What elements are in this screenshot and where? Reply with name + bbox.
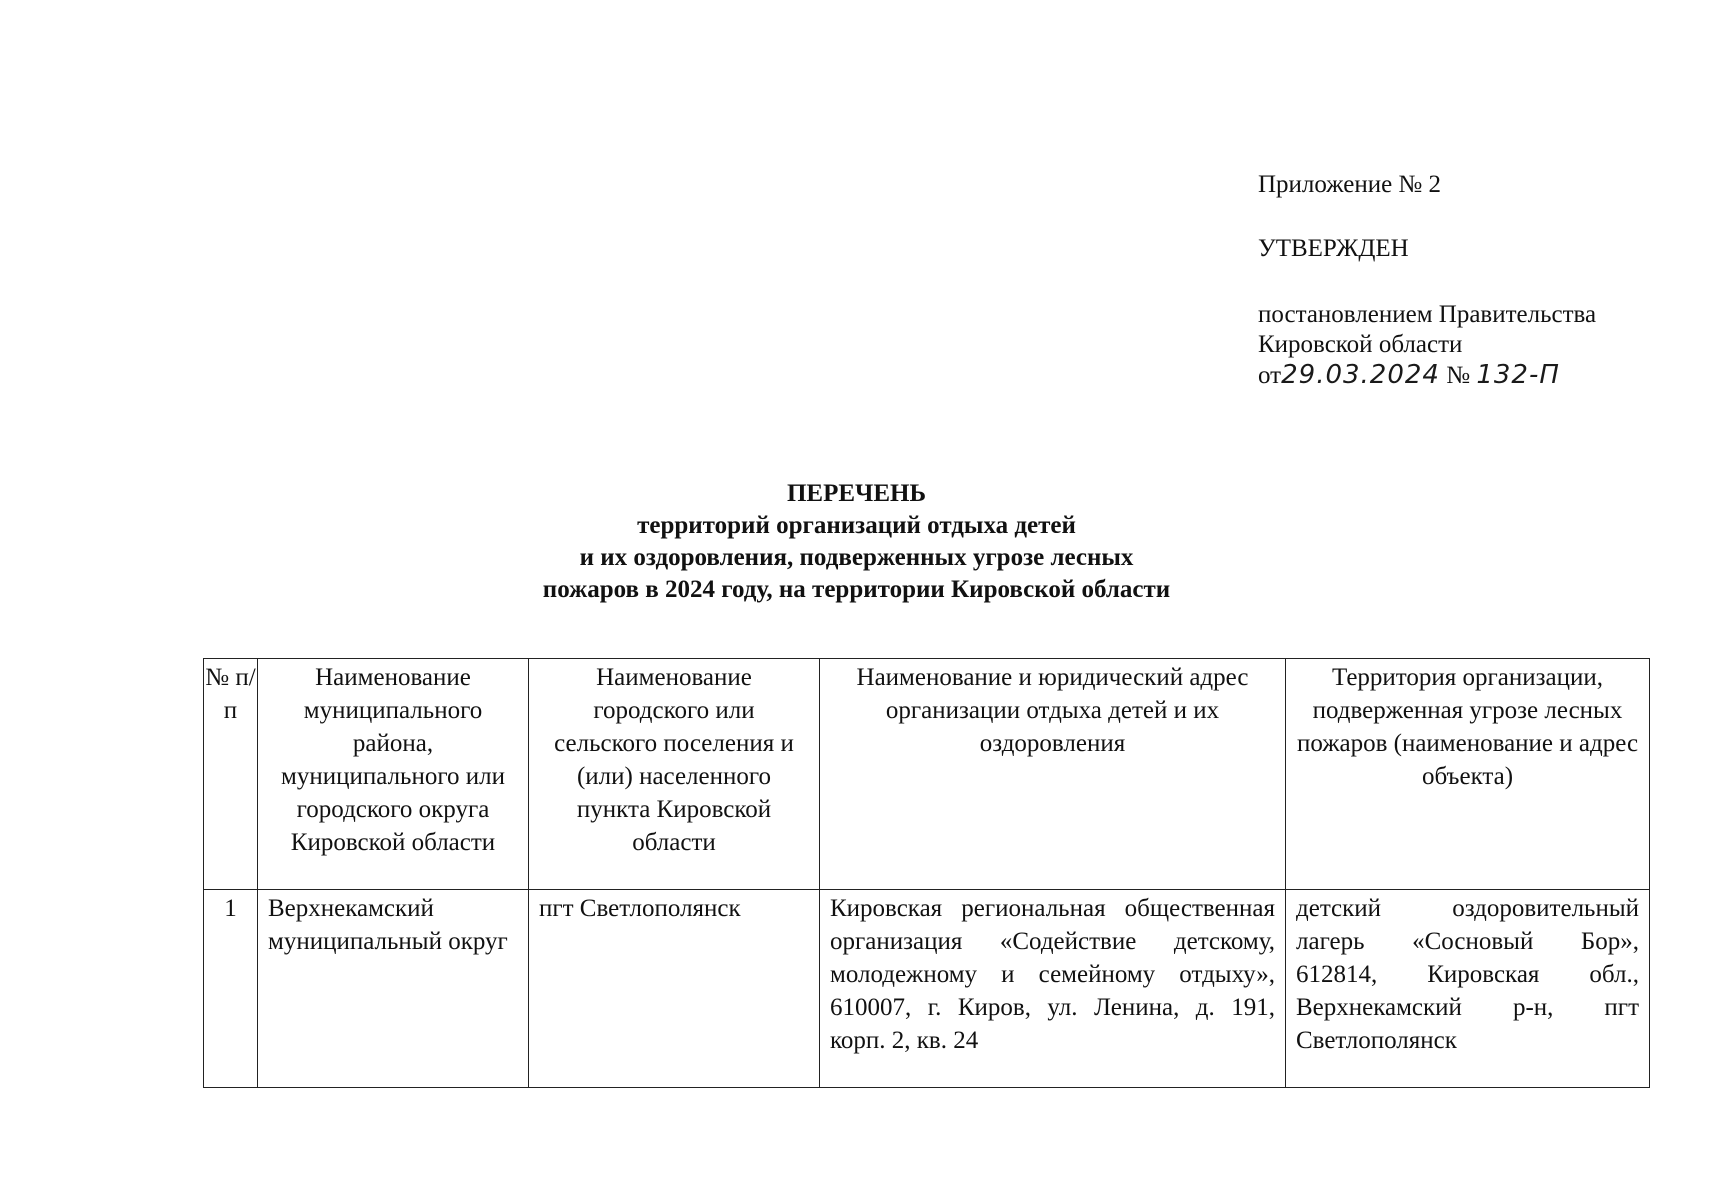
cell-territory: детский оздоровительный лагерь «Сосновый Бор», 612814, Кировская обл., Верхнекамский р-н, пгт Светлополянск: [1286, 890, 1650, 1088]
header-district: Наименование муниципального района, муниципального или городского округа Кировской области: [258, 659, 529, 890]
cell-number: 1: [204, 890, 258, 1088]
handwritten-date: 29.03.2024: [1281, 360, 1440, 390]
number-sign: №: [1439, 362, 1477, 389]
table-header-row: [204, 659, 1650, 890]
title-line-3: пожаров в 2024 году, на территории Кировской области: [542, 576, 1171, 603]
appendix-label: Приложение № 2: [1258, 171, 1442, 198]
date-prefix: от: [1258, 362, 1282, 389]
approved-label: УТВЕРЖДЕН: [1258, 235, 1409, 262]
cell-organization: Кировская региональная общественная организация «Содействие детскому, молодежному и семейному отдыху», 610007, г. Киров, ул. Ленина, д. 191, корп. 2, кв. 24: [820, 890, 1286, 1088]
table-row: [204, 890, 1650, 1088]
decree-line-1: постановлением Правительства: [1258, 301, 1597, 328]
header-number: № п/п: [204, 659, 258, 890]
approval-block: [1258, 170, 1596, 391]
decree-date-line: [1258, 360, 1596, 391]
title-line-1: территорий организаций отдыха детей: [637, 512, 1076, 539]
document-title: [0, 478, 1713, 606]
territories-table: [203, 658, 1650, 1088]
cell-settlement: пгт Светлополянск: [529, 890, 820, 1088]
handwritten-number: 132-П: [1476, 360, 1560, 390]
decree-line-2: Кировской области: [1258, 331, 1463, 358]
header-territory: Территория организации, подверженная угрозе лесных пожаров (наименование и адрес объекта): [1286, 659, 1650, 890]
cell-district: Верхнекамский муниципальный округ: [258, 890, 529, 1088]
title-line-2: и их оздоровления, подверженных угрозе лесных: [579, 544, 1134, 571]
header-organization: Наименование и юридический адрес организации отдыха детей и их оздоровления: [820, 659, 1286, 890]
header-settlement: Наименование городского или сельского поселения и (или) населенного пункта Кировской области: [529, 659, 820, 890]
title-heading: ПЕРЕЧЕНЬ: [786, 480, 927, 507]
